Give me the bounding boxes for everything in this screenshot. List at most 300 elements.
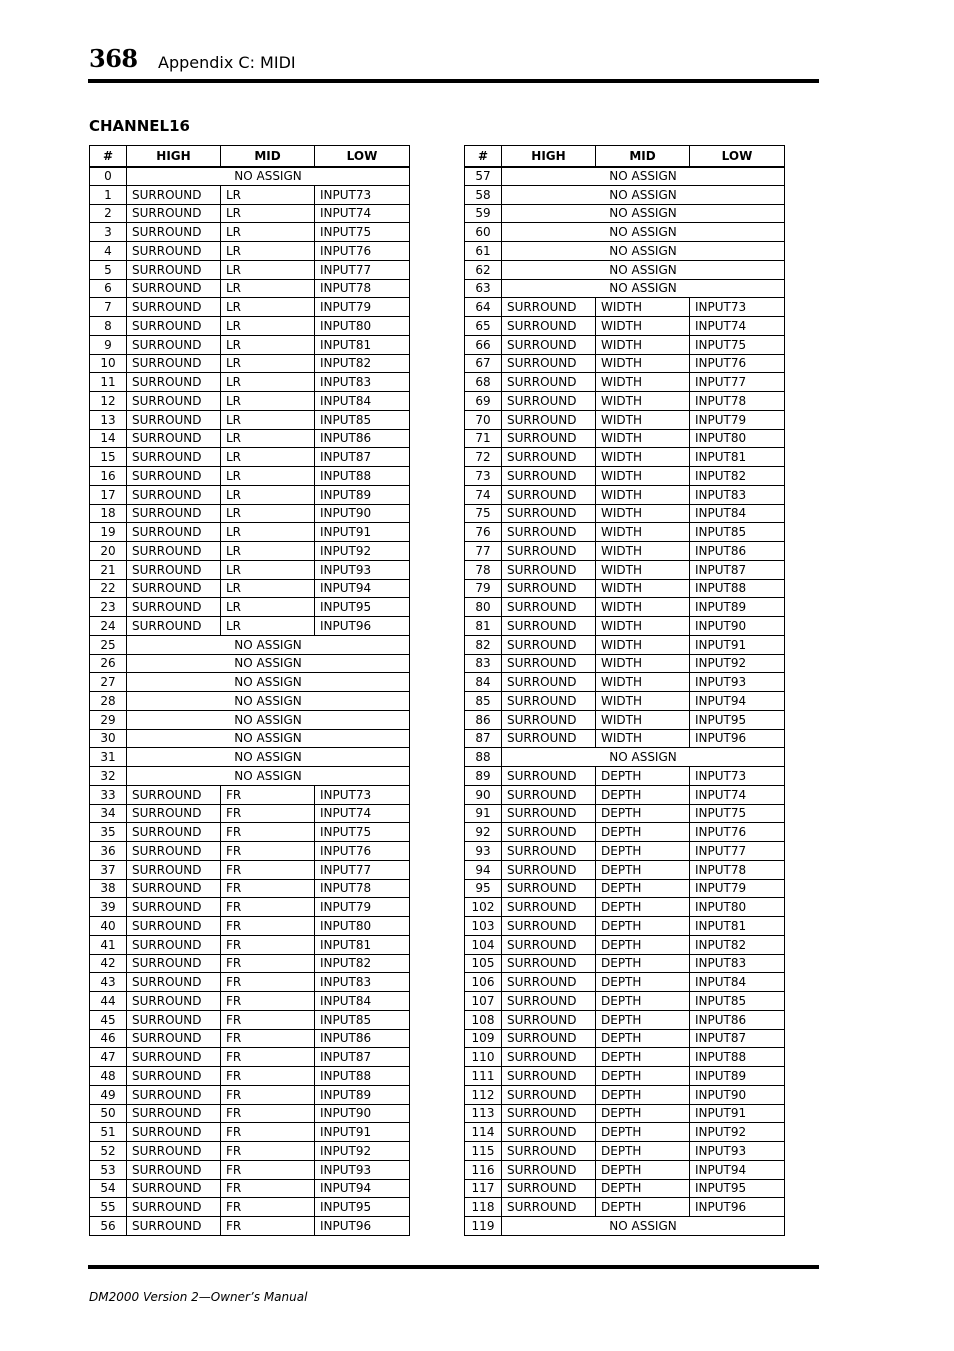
- table-row: [90, 1029, 410, 1048]
- cell-high: SURROUND: [127, 1010, 221, 1029]
- table-row: [90, 185, 410, 204]
- cell-high: SURROUND: [502, 1104, 596, 1123]
- table-row: [465, 1198, 785, 1217]
- cell-mid: LR: [221, 242, 315, 261]
- cell-mid: LR: [221, 298, 315, 317]
- cell-mid: DEPTH: [596, 767, 690, 786]
- cell-high: SURROUND: [127, 917, 221, 936]
- cell-high: SURROUND: [502, 692, 596, 711]
- cell-high: SURROUND: [502, 617, 596, 636]
- cell-number: 23: [90, 598, 127, 617]
- cell-mid: DEPTH: [596, 1123, 690, 1142]
- cell-high: SURROUND: [127, 617, 221, 636]
- cell-low: INPUT86: [315, 429, 410, 448]
- cell-mid: DEPTH: [596, 1198, 690, 1217]
- cell-low: INPUT95: [690, 710, 785, 729]
- table-row: [90, 298, 410, 317]
- cell-no-assign: NO ASSIGN: [502, 204, 785, 223]
- cell-low: INPUT81: [315, 935, 410, 954]
- cell-mid: FR: [221, 823, 315, 842]
- cell-high: SURROUND: [502, 935, 596, 954]
- cell-number: 26: [90, 654, 127, 673]
- cell-mid: DEPTH: [596, 1067, 690, 1086]
- cell-mid: WIDTH: [596, 410, 690, 429]
- cell-high: SURROUND: [127, 1179, 221, 1198]
- table-row: [465, 298, 785, 317]
- cell-high: SURROUND: [127, 973, 221, 992]
- cell-mid: FR: [221, 879, 315, 898]
- cell-high: SURROUND: [502, 673, 596, 692]
- cell-number: 1: [90, 185, 127, 204]
- cell-number: 57: [465, 167, 502, 186]
- table-row: [465, 710, 785, 729]
- cell-number: 46: [90, 1029, 127, 1048]
- cell-low: INPUT80: [690, 898, 785, 917]
- cell-low: INPUT88: [690, 1048, 785, 1067]
- cell-high: SURROUND: [127, 317, 221, 336]
- cell-mid: FR: [221, 1048, 315, 1067]
- cell-high: SURROUND: [502, 1198, 596, 1217]
- table-row: [90, 654, 410, 673]
- cell-mid: FR: [221, 1010, 315, 1029]
- table-row: [90, 692, 410, 711]
- cell-mid: DEPTH: [596, 785, 690, 804]
- table-row: [465, 1217, 785, 1236]
- cell-mid: DEPTH: [596, 954, 690, 973]
- cell-number: 61: [465, 242, 502, 261]
- table-row: [465, 635, 785, 654]
- column-header-low: LOW: [690, 146, 785, 167]
- cell-number: 110: [465, 1048, 502, 1067]
- cell-low: INPUT91: [315, 1123, 410, 1142]
- table-row: [465, 429, 785, 448]
- table-row: [465, 542, 785, 561]
- cell-number: 50: [90, 1104, 127, 1123]
- cell-low: INPUT95: [690, 1179, 785, 1198]
- cell-low: INPUT93: [690, 673, 785, 692]
- cell-high: SURROUND: [502, 1085, 596, 1104]
- cell-number: 102: [465, 898, 502, 917]
- cell-mid: LR: [221, 223, 315, 242]
- table-row: [465, 373, 785, 392]
- cell-high: SURROUND: [127, 1142, 221, 1161]
- table-row: [90, 1123, 410, 1142]
- column-header-high: HIGH: [502, 146, 596, 167]
- cell-mid: DEPTH: [596, 860, 690, 879]
- column-header-number: #: [90, 146, 127, 167]
- table-row: [465, 354, 785, 373]
- cell-number: 70: [465, 410, 502, 429]
- cell-mid: LR: [221, 410, 315, 429]
- cell-mid: DEPTH: [596, 935, 690, 954]
- table-row: [465, 692, 785, 711]
- table-header-row: [465, 146, 785, 167]
- table-row: [465, 1142, 785, 1161]
- cell-high: SURROUND: [127, 410, 221, 429]
- cell-mid: LR: [221, 448, 315, 467]
- cell-mid: DEPTH: [596, 1048, 690, 1067]
- cell-high: SURROUND: [127, 298, 221, 317]
- channel-heading: CHANNEL16: [89, 117, 190, 135]
- cell-low: INPUT89: [315, 485, 410, 504]
- cell-mid: DEPTH: [596, 1029, 690, 1048]
- cell-number: 42: [90, 954, 127, 973]
- cell-low: INPUT92: [690, 1123, 785, 1142]
- cell-mid: FR: [221, 1104, 315, 1123]
- cell-low: INPUT80: [690, 429, 785, 448]
- cell-low: INPUT82: [315, 354, 410, 373]
- cell-high: SURROUND: [127, 485, 221, 504]
- cell-low: INPUT82: [690, 935, 785, 954]
- table-row: [465, 917, 785, 936]
- cell-high: SURROUND: [127, 579, 221, 598]
- cell-low: INPUT77: [690, 373, 785, 392]
- cell-low: INPUT82: [690, 467, 785, 486]
- cell-mid: DEPTH: [596, 992, 690, 1011]
- cell-number: 36: [90, 842, 127, 861]
- cell-low: INPUT83: [315, 373, 410, 392]
- cell-number: 117: [465, 1179, 502, 1198]
- cell-high: SURROUND: [127, 185, 221, 204]
- cell-high: SURROUND: [502, 1029, 596, 1048]
- cell-high: SURROUND: [127, 448, 221, 467]
- cell-number: 54: [90, 1179, 127, 1198]
- cell-number: 75: [465, 504, 502, 523]
- table-row: [90, 579, 410, 598]
- cell-high: SURROUND: [127, 542, 221, 561]
- cell-low: INPUT93: [315, 560, 410, 579]
- cell-low: INPUT94: [315, 1179, 410, 1198]
- cell-high: SURROUND: [502, 373, 596, 392]
- cell-low: INPUT95: [315, 598, 410, 617]
- cell-high: SURROUND: [502, 879, 596, 898]
- cell-no-assign: NO ASSIGN: [502, 242, 785, 261]
- cell-number: 45: [90, 1010, 127, 1029]
- cell-number: 94: [465, 860, 502, 879]
- table-row: [465, 560, 785, 579]
- cell-high: SURROUND: [127, 429, 221, 448]
- cell-low: INPUT94: [315, 579, 410, 598]
- cell-number: 6: [90, 279, 127, 298]
- cell-low: INPUT92: [315, 1142, 410, 1161]
- table-row: [90, 917, 410, 936]
- cell-high: SURROUND: [502, 504, 596, 523]
- table-row: [465, 204, 785, 223]
- cell-low: INPUT92: [690, 654, 785, 673]
- cell-low: INPUT91: [690, 1104, 785, 1123]
- cell-number: 25: [90, 635, 127, 654]
- cell-number: 79: [465, 579, 502, 598]
- table-row: [90, 260, 410, 279]
- table-row: [90, 335, 410, 354]
- cell-low: INPUT90: [315, 504, 410, 523]
- cell-mid: WIDTH: [596, 635, 690, 654]
- cell-low: INPUT76: [690, 823, 785, 842]
- cell-mid: WIDTH: [596, 654, 690, 673]
- footer-text: DM2000 Version 2—Owner’s Manual: [89, 1290, 308, 1304]
- cell-number: 73: [465, 467, 502, 486]
- cell-number: 68: [465, 373, 502, 392]
- cell-high: SURROUND: [502, 429, 596, 448]
- cell-high: SURROUND: [502, 823, 596, 842]
- table-row: [90, 317, 410, 336]
- table-row: [90, 992, 410, 1011]
- cell-mid: FR: [221, 804, 315, 823]
- cell-number: 66: [465, 335, 502, 354]
- cell-low: INPUT76: [315, 842, 410, 861]
- cell-low: INPUT84: [690, 504, 785, 523]
- cell-high: SURROUND: [127, 842, 221, 861]
- cell-high: SURROUND: [127, 204, 221, 223]
- table-row: [90, 1217, 410, 1236]
- cell-number: 116: [465, 1160, 502, 1179]
- cell-mid: LR: [221, 185, 315, 204]
- cell-low: INPUT83: [690, 485, 785, 504]
- table-row: [90, 1067, 410, 1086]
- cell-number: 86: [465, 710, 502, 729]
- cell-number: 43: [90, 973, 127, 992]
- cell-number: 37: [90, 860, 127, 879]
- cell-high: SURROUND: [502, 635, 596, 654]
- cell-number: 80: [465, 598, 502, 617]
- cell-mid: FR: [221, 935, 315, 954]
- table-row: [90, 973, 410, 992]
- cell-low: INPUT92: [315, 542, 410, 561]
- cell-low: INPUT89: [690, 598, 785, 617]
- cell-high: SURROUND: [127, 935, 221, 954]
- cell-number: 52: [90, 1142, 127, 1161]
- cell-low: INPUT77: [315, 860, 410, 879]
- table-row: [465, 1067, 785, 1086]
- cell-low: INPUT76: [315, 242, 410, 261]
- table-row: [90, 898, 410, 917]
- cell-low: INPUT84: [315, 992, 410, 1011]
- cell-number: 29: [90, 710, 127, 729]
- table-row: [465, 1085, 785, 1104]
- cell-mid: WIDTH: [596, 673, 690, 692]
- cell-low: INPUT78: [690, 392, 785, 411]
- table-row: [465, 748, 785, 767]
- table-row: [465, 898, 785, 917]
- cell-number: 76: [465, 523, 502, 542]
- cell-mid: DEPTH: [596, 842, 690, 861]
- cell-low: INPUT80: [315, 317, 410, 336]
- cell-no-assign: NO ASSIGN: [127, 673, 410, 692]
- cell-high: SURROUND: [502, 1142, 596, 1161]
- cell-low: INPUT95: [315, 1198, 410, 1217]
- cell-number: 82: [465, 635, 502, 654]
- cell-high: SURROUND: [127, 1029, 221, 1048]
- cell-number: 51: [90, 1123, 127, 1142]
- table-row: [90, 1104, 410, 1123]
- cell-no-assign: NO ASSIGN: [127, 710, 410, 729]
- cell-number: 28: [90, 692, 127, 711]
- cell-high: SURROUND: [502, 598, 596, 617]
- cell-no-assign: NO ASSIGN: [127, 167, 410, 186]
- column-header-high: HIGH: [127, 146, 221, 167]
- midi-assign-table-right: [464, 145, 785, 1236]
- cell-mid: WIDTH: [596, 542, 690, 561]
- cell-low: INPUT82: [315, 954, 410, 973]
- cell-number: 113: [465, 1104, 502, 1123]
- cell-mid: WIDTH: [596, 467, 690, 486]
- cell-number: 56: [90, 1217, 127, 1236]
- table-row: [465, 1029, 785, 1048]
- cell-mid: DEPTH: [596, 1010, 690, 1029]
- cell-high: SURROUND: [127, 804, 221, 823]
- cell-no-assign: NO ASSIGN: [127, 729, 410, 748]
- table-body-right: [465, 167, 785, 1236]
- cell-mid: LR: [221, 523, 315, 542]
- table-row: [90, 354, 410, 373]
- table-row: [465, 1010, 785, 1029]
- table-row: [465, 617, 785, 636]
- cell-low: INPUT81: [690, 448, 785, 467]
- footer-rule: [88, 1265, 819, 1269]
- cell-number: 109: [465, 1029, 502, 1048]
- table-row: [90, 1142, 410, 1161]
- table-row: [90, 879, 410, 898]
- table-row: [90, 167, 410, 186]
- cell-mid: LR: [221, 279, 315, 298]
- cell-mid: FR: [221, 1198, 315, 1217]
- cell-no-assign: NO ASSIGN: [502, 223, 785, 242]
- cell-high: SURROUND: [502, 354, 596, 373]
- cell-number: 78: [465, 560, 502, 579]
- cell-number: 93: [465, 842, 502, 861]
- cell-mid: WIDTH: [596, 373, 690, 392]
- cell-high: SURROUND: [127, 504, 221, 523]
- cell-low: INPUT88: [690, 579, 785, 598]
- cell-low: INPUT73: [690, 767, 785, 786]
- cell-number: 10: [90, 354, 127, 373]
- cell-mid: LR: [221, 429, 315, 448]
- cell-low: INPUT84: [690, 973, 785, 992]
- cell-mid: FR: [221, 1123, 315, 1142]
- cell-number: 63: [465, 279, 502, 298]
- cell-number: 4: [90, 242, 127, 261]
- cell-low: INPUT78: [315, 879, 410, 898]
- cell-no-assign: NO ASSIGN: [502, 748, 785, 767]
- cell-low: INPUT77: [690, 842, 785, 861]
- cell-low: INPUT78: [690, 860, 785, 879]
- cell-high: SURROUND: [127, 992, 221, 1011]
- cell-low: INPUT91: [690, 635, 785, 654]
- table-row: [90, 635, 410, 654]
- cell-mid: DEPTH: [596, 823, 690, 842]
- cell-high: SURROUND: [127, 223, 221, 242]
- table-row: [90, 1010, 410, 1029]
- cell-mid: LR: [221, 598, 315, 617]
- table-row: [465, 279, 785, 298]
- cell-number: 90: [465, 785, 502, 804]
- cell-high: SURROUND: [127, 260, 221, 279]
- table-row: [465, 467, 785, 486]
- cell-no-assign: NO ASSIGN: [127, 692, 410, 711]
- cell-low: INPUT96: [690, 1198, 785, 1217]
- cell-number: 103: [465, 917, 502, 936]
- table-row: [90, 954, 410, 973]
- cell-high: SURROUND: [502, 392, 596, 411]
- cell-low: INPUT74: [690, 317, 785, 336]
- table-row: [465, 392, 785, 411]
- cell-number: 106: [465, 973, 502, 992]
- cell-number: 108: [465, 1010, 502, 1029]
- cell-mid: FR: [221, 842, 315, 861]
- cell-number: 18: [90, 504, 127, 523]
- table-row: [465, 317, 785, 336]
- cell-high: SURROUND: [502, 917, 596, 936]
- cell-high: SURROUND: [127, 1217, 221, 1236]
- cell-mid: DEPTH: [596, 917, 690, 936]
- cell-mid: WIDTH: [596, 317, 690, 336]
- cell-number: 22: [90, 579, 127, 598]
- cell-low: INPUT88: [315, 1067, 410, 1086]
- cell-high: SURROUND: [127, 1104, 221, 1123]
- cell-low: INPUT76: [690, 354, 785, 373]
- table-row: [90, 242, 410, 261]
- table-row: [465, 185, 785, 204]
- column-header-mid: MID: [596, 146, 690, 167]
- table-row: [465, 335, 785, 354]
- table-header-row: [90, 146, 410, 167]
- cell-number: 88: [465, 748, 502, 767]
- table-row: [90, 748, 410, 767]
- cell-number: 71: [465, 429, 502, 448]
- table-row: [90, 504, 410, 523]
- table-row: [90, 1048, 410, 1067]
- cell-mid: FR: [221, 917, 315, 936]
- cell-mid: WIDTH: [596, 692, 690, 711]
- cell-low: INPUT87: [690, 1029, 785, 1048]
- cell-low: INPUT87: [315, 1048, 410, 1067]
- cell-low: INPUT73: [690, 298, 785, 317]
- cell-mid: WIDTH: [596, 579, 690, 598]
- table-row: [90, 1179, 410, 1198]
- cell-high: SURROUND: [127, 954, 221, 973]
- table-row: [90, 767, 410, 786]
- cell-mid: WIDTH: [596, 523, 690, 542]
- table-row: [465, 954, 785, 973]
- cell-number: 118: [465, 1198, 502, 1217]
- cell-mid: WIDTH: [596, 504, 690, 523]
- table-row: [465, 973, 785, 992]
- cell-no-assign: NO ASSIGN: [502, 279, 785, 298]
- cell-high: SURROUND: [502, 467, 596, 486]
- cell-number: 0: [90, 167, 127, 186]
- cell-high: SURROUND: [502, 1160, 596, 1179]
- table-row: [465, 504, 785, 523]
- cell-mid: WIDTH: [596, 354, 690, 373]
- cell-mid: LR: [221, 392, 315, 411]
- cell-high: SURROUND: [127, 1123, 221, 1142]
- table-row: [465, 1179, 785, 1198]
- cell-no-assign: NO ASSIGN: [502, 185, 785, 204]
- table-row: [90, 373, 410, 392]
- cell-low: INPUT75: [690, 335, 785, 354]
- cell-low: INPUT93: [315, 1160, 410, 1179]
- cell-high: SURROUND: [502, 729, 596, 748]
- cell-low: INPUT74: [315, 204, 410, 223]
- cell-low: INPUT94: [690, 1160, 785, 1179]
- table-row: [465, 879, 785, 898]
- table-row: [90, 935, 410, 954]
- table-row: [90, 860, 410, 879]
- table-row: [465, 804, 785, 823]
- cell-high: SURROUND: [502, 1179, 596, 1198]
- cell-number: 30: [90, 729, 127, 748]
- cell-mid: WIDTH: [596, 598, 690, 617]
